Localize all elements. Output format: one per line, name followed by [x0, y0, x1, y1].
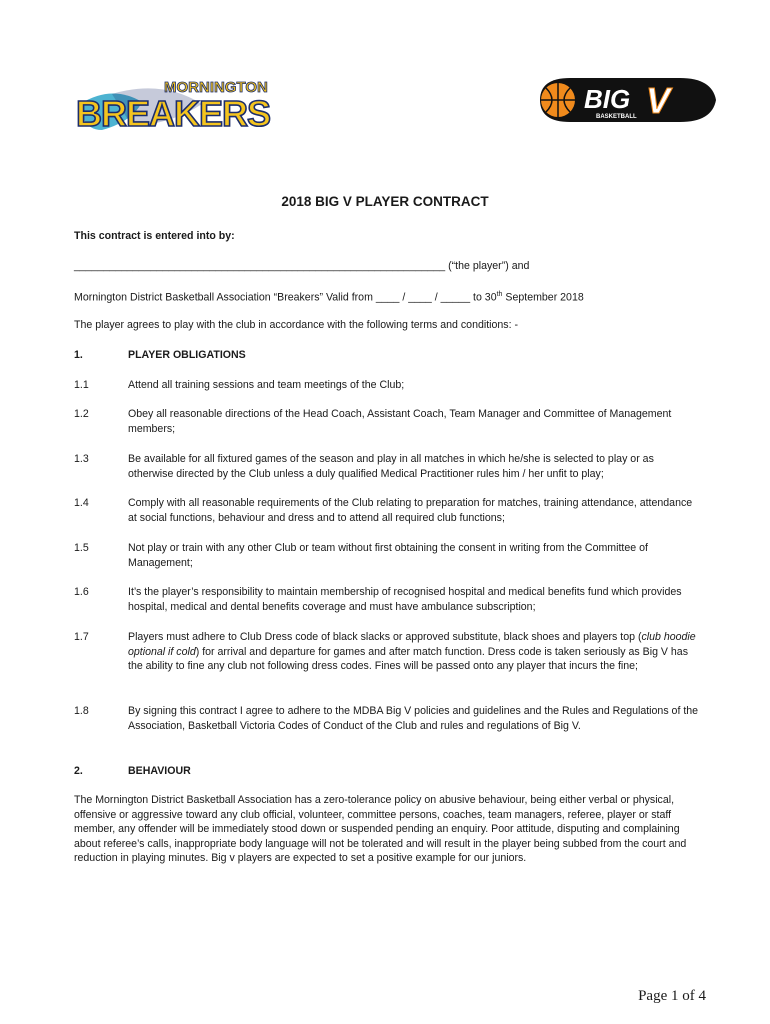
- big-v-basketball-logo: [530, 75, 720, 125]
- clause-text: By signing this contract I agree to adhere to the MDBA Big V policies and guidelines and the Rules and Regulations of the Association, Basketball Victoria Codes of Conduct of the Club and rules and regulations of Big V.: [128, 705, 699, 732]
- clause-number: 1.6: [74, 586, 89, 598]
- svg-text:MORNINGTON: MORNINGTON: [164, 79, 268, 96]
- clause-text: Be available for all fixtured games of the season and play in all matches in which he/she is selected to play or as otherwise directed by the Club unless a duly qualified Medical Practitioner rules him / her unfit to play;: [128, 453, 654, 480]
- svg-text:BASKETBALL: BASKETBALL: [596, 114, 637, 120]
- section2-number: 2.: [74, 765, 83, 777]
- agree-line: The player agrees to play with the club in accordance with the following terms and conditions: -: [74, 319, 518, 331]
- player-line: _______________________________________________________________ (“the player”) and: [74, 260, 530, 272]
- svg-text:V: V: [646, 80, 671, 121]
- svg-text:BIG: BIG: [584, 84, 631, 114]
- clause-number: 1.2: [74, 408, 89, 420]
- clause-number: 1.7: [74, 631, 89, 643]
- behaviour-paragraph: The Mornington District Basketball Association has a zero-tolerance policy on abusive behaviour, being either verbal or physical, offensive or aggressive toward any club official, volunteer, committee persons, coaches, team managers, referee, player or staff member, any offender will be immediately stood down or suspended pending an enquiry. Poor attitude, disputing and complaining about referee’s calls, inappropriate body language will not be tolerated and will result in the player being subbed from the court and reduction in playing minutes. Big v players are expected to set a positive example for our juniors.: [74, 794, 687, 865]
- clause-text: Attend all training sessions and team meetings of the Club;: [128, 379, 405, 391]
- intro-entered: This contract is entered into by:: [74, 230, 235, 242]
- clause-number: 1.1: [74, 379, 89, 391]
- section1-number: 1.: [74, 349, 83, 361]
- clause-number: 1.8: [74, 705, 89, 717]
- section1-heading: PLAYER OBLIGATIONS: [128, 349, 246, 361]
- clause-text: Players must adhere to Club Dress code of black slacks or approved substitute, black shoes and players top (club hoodie optional if cold) for arrival and departure for games and after match function. Dress code is taken seriously as Big V has the ability to fine any club not following dress codes. Fines will be passed onto any player that incurs the fine;: [128, 631, 696, 673]
- clause-number: 1.4: [74, 497, 89, 509]
- document-title: 2018 BIG V PLAYER CONTRACT: [281, 194, 489, 209]
- page-number: Page 1 of 4: [638, 988, 706, 1004]
- clause-number: 1.5: [74, 542, 89, 554]
- clause-text: Not play or train with any other Club or team without first obtaining the consent in writing from the Committee of Management;: [128, 542, 648, 569]
- clause-text: Obey all reasonable directions of the Head Coach, Assistant Coach, Team Manager and Committee of Management members;: [128, 408, 672, 435]
- svg-text:BREAKERS: BREAKERS: [76, 93, 271, 134]
- clause-number: 1.3: [74, 453, 89, 465]
- clause-text: It’s the player’s responsibility to maintain membership of recognised hospital and medical benefits fund which provides hospital, medical and dental benefits coverage and must have ambulance subscription;: [128, 586, 682, 613]
- section2-heading: BEHAVIOUR: [128, 765, 191, 777]
- clause-text: Comply with all reasonable requirements of the Club relating to preparation for matches, training attendance, attendance at social functions, behaviour and dress and to attend all required club functions;: [128, 497, 693, 524]
- mornington-breakers-logo: [72, 74, 284, 138]
- association-line: Mornington District Basketball Association “Breakers” Valid from ____ / ____ / _____ to 30th September 2018: [74, 291, 584, 304]
